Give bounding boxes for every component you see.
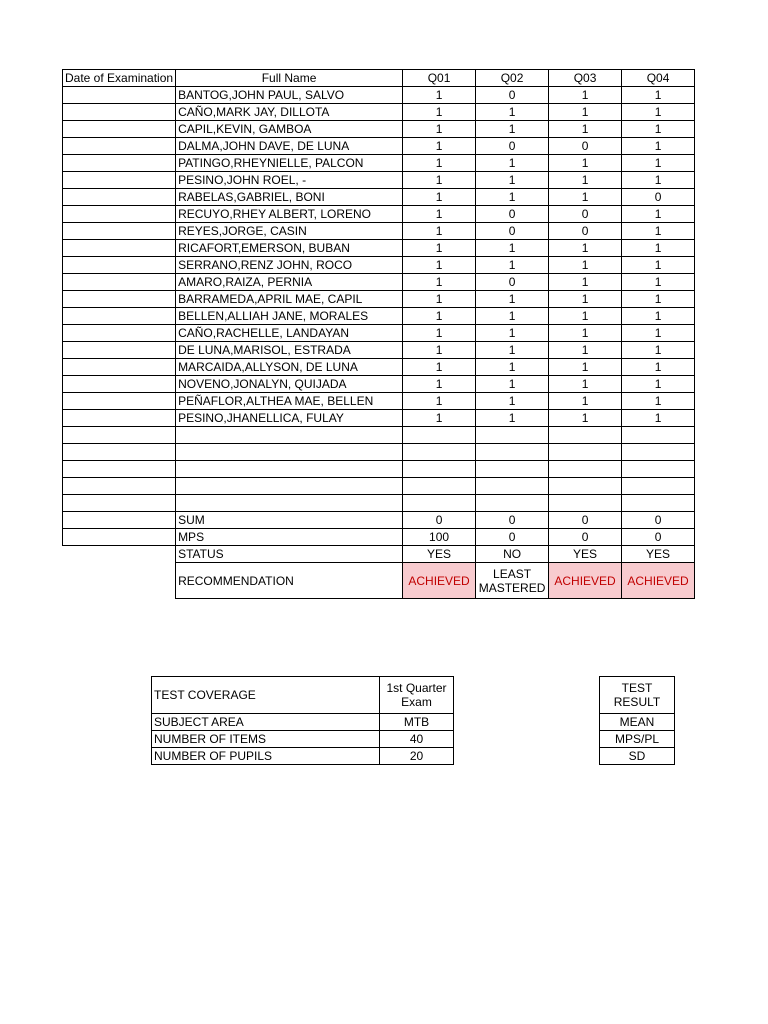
score-cell[interactable] [549, 444, 622, 461]
score-cell[interactable]: 1 [549, 359, 622, 376]
score-cell[interactable] [549, 461, 622, 478]
score-cell[interactable]: 1 [549, 342, 622, 359]
score-cell[interactable]: 1 [622, 121, 695, 138]
student-name[interactable]: SERRANO,RENZ JOHN, ROCO [176, 257, 403, 274]
student-name[interactable]: NOVENO,JONALYN, QUIJADA [176, 376, 403, 393]
mps-value[interactable]: 0 [622, 529, 695, 546]
date-cell[interactable] [63, 461, 176, 478]
table-row [63, 274, 695, 291]
recommendation-value[interactable]: ACHIEVED [549, 563, 622, 599]
score-cell[interactable]: 1 [549, 325, 622, 342]
date-cell[interactable] [63, 189, 176, 206]
table-row [63, 189, 695, 206]
date-cell[interactable] [63, 342, 176, 359]
table-row [63, 240, 695, 257]
blank-cell [63, 512, 176, 529]
status-value[interactable]: YES [549, 546, 622, 563]
score-cell[interactable] [622, 461, 695, 478]
student-name[interactable]: CAPIL,KEVIN, GAMBOA [176, 121, 403, 138]
mps-pl-label[interactable]: MPS/PL [600, 731, 675, 748]
date-cell[interactable] [63, 138, 176, 155]
date-cell[interactable] [63, 206, 176, 223]
date-cell[interactable] [63, 410, 176, 427]
score-cell[interactable]: 1 [403, 172, 476, 189]
table-row [63, 87, 695, 104]
score-cell[interactable]: 1 [549, 410, 622, 427]
status-value[interactable]: YES [403, 546, 476, 563]
table-row [63, 138, 695, 155]
recommendation-value[interactable]: ACHIEVED [403, 563, 476, 599]
table-row [600, 748, 675, 765]
number-of-pupils-label[interactable]: NUMBER OF PUPILS [152, 748, 380, 765]
q02-header[interactable]: Q02 [476, 70, 549, 87]
score-cell[interactable]: 1 [476, 359, 549, 376]
score-cell[interactable]: 0 [549, 138, 622, 155]
student-name[interactable]: BARRAMEDA,APRIL MAE, CAPIL [176, 291, 403, 308]
table-row [600, 731, 675, 748]
sum-value[interactable]: 0 [622, 512, 695, 529]
score-cell[interactable]: 1 [622, 308, 695, 325]
status-value[interactable]: NO [476, 546, 549, 563]
score-cell[interactable]: 1 [549, 308, 622, 325]
date-cell[interactable] [63, 444, 176, 461]
table-row [63, 257, 695, 274]
score-cell[interactable]: 1 [403, 223, 476, 240]
score-cell[interactable] [476, 495, 549, 512]
student-name[interactable] [176, 478, 403, 495]
score-cell[interactable]: 0 [622, 189, 695, 206]
score-cell[interactable] [549, 478, 622, 495]
student-name[interactable]: RECUYO,RHEY ALBERT, LORENO [176, 206, 403, 223]
date-cell[interactable] [63, 240, 176, 257]
score-cell[interactable]: 1 [549, 121, 622, 138]
student-name[interactable]: DE LUNA,MARISOL, ESTRADA [176, 342, 403, 359]
date-of-examination-header[interactable]: Date of Examination [63, 70, 176, 87]
score-cell[interactable] [549, 495, 622, 512]
score-cell[interactable]: 1 [476, 240, 549, 257]
score-cell[interactable] [403, 461, 476, 478]
recommendation-value[interactable]: LEAST MASTERED [476, 563, 549, 599]
score-cell[interactable]: 1 [403, 393, 476, 410]
score-cell[interactable]: 1 [622, 410, 695, 427]
table-row [63, 478, 695, 495]
score-cell[interactable]: 0 [476, 223, 549, 240]
table-row [63, 444, 695, 461]
full-name-header[interactable]: Full Name [176, 70, 403, 87]
mps-value[interactable]: 0 [476, 529, 549, 546]
score-cell[interactable]: 1 [622, 87, 695, 104]
score-cell[interactable]: 1 [476, 393, 549, 410]
score-cell[interactable] [403, 495, 476, 512]
student-name[interactable]: AMARO,RAIZA, PERNIA [176, 274, 403, 291]
score-cell[interactable]: 1 [403, 206, 476, 223]
score-cell[interactable]: 0 [476, 206, 549, 223]
score-cell[interactable]: 1 [476, 376, 549, 393]
student-name[interactable]: PEÑAFLOR,ALTHEA MAE, BELLEN [176, 393, 403, 410]
score-cell[interactable]: 1 [476, 308, 549, 325]
table-row [63, 359, 695, 376]
test-result-header[interactable]: TEST RESULT [600, 677, 675, 714]
blank-cell [63, 563, 176, 599]
table-row [63, 495, 695, 512]
score-cell[interactable]: 1 [403, 240, 476, 257]
score-cell[interactable]: 1 [403, 291, 476, 308]
table-row [63, 393, 695, 410]
sum-value[interactable]: 0 [403, 512, 476, 529]
recommendation-label[interactable]: RECOMMENDATION [176, 563, 403, 599]
date-cell[interactable] [63, 325, 176, 342]
score-cell[interactable]: 1 [476, 410, 549, 427]
table-row [152, 731, 454, 748]
student-name[interactable]: BELLEN,ALLIAH JANE, MORALES [176, 308, 403, 325]
q03-header[interactable]: Q03 [549, 70, 622, 87]
table-row [63, 291, 695, 308]
sum-row [63, 512, 695, 529]
date-cell[interactable] [63, 495, 176, 512]
score-cell[interactable]: 1 [549, 172, 622, 189]
score-cell[interactable]: 1 [476, 104, 549, 121]
score-cell[interactable]: 1 [403, 155, 476, 172]
score-cell[interactable]: 1 [549, 376, 622, 393]
score-cell[interactable]: 1 [549, 274, 622, 291]
header-row [63, 70, 695, 87]
student-name[interactable]: PESINO,JOHN ROEL, - [176, 172, 403, 189]
table-row [63, 325, 695, 342]
table-row [152, 748, 454, 765]
student-name[interactable] [176, 427, 403, 444]
number-of-pupils-value[interactable]: 20 [380, 748, 454, 765]
score-cell[interactable] [476, 444, 549, 461]
score-cell[interactable]: 1 [622, 240, 695, 257]
date-cell[interactable] [63, 257, 176, 274]
student-name[interactable] [176, 461, 403, 478]
table-row [63, 461, 695, 478]
score-cell[interactable] [403, 478, 476, 495]
sd-label[interactable]: SD [600, 748, 675, 765]
score-cell[interactable]: 1 [622, 342, 695, 359]
date-cell[interactable] [63, 104, 176, 121]
score-cell[interactable]: 1 [476, 155, 549, 172]
student-name[interactable]: CAÑO,RACHELLE, LANDAYAN [176, 325, 403, 342]
score-cell[interactable] [549, 427, 622, 444]
score-cell[interactable]: 1 [622, 257, 695, 274]
subject-area-value[interactable]: MTB [380, 714, 454, 731]
score-cell[interactable] [476, 478, 549, 495]
test-coverage-value[interactable]: 1st Quarter Exam [380, 677, 454, 714]
score-cell[interactable]: 1 [622, 376, 695, 393]
subject-area-label[interactable]: SUBJECT AREA [152, 714, 380, 731]
blank-cell [63, 546, 176, 563]
score-cell[interactable] [622, 495, 695, 512]
table-row [63, 104, 695, 121]
recommendation-row [63, 563, 695, 599]
score-cell[interactable]: 1 [403, 359, 476, 376]
score-cell[interactable]: 1 [549, 291, 622, 308]
score-cell[interactable]: 0 [476, 138, 549, 155]
date-cell[interactable] [63, 427, 176, 444]
score-cell[interactable] [403, 427, 476, 444]
student-name[interactable]: DALMA,JOHN DAVE, DE LUNA [176, 138, 403, 155]
score-cell[interactable]: 1 [549, 104, 622, 121]
table-row [63, 172, 695, 189]
score-cell[interactable]: 1 [622, 325, 695, 342]
status-label[interactable]: STATUS [176, 546, 403, 563]
score-cell[interactable]: 1 [403, 376, 476, 393]
score-cell[interactable]: 1 [549, 257, 622, 274]
recommendation-value[interactable]: ACHIEVED [622, 563, 695, 599]
blank-cell [63, 529, 176, 546]
score-cell[interactable]: 1 [476, 342, 549, 359]
score-cell[interactable]: 1 [622, 155, 695, 172]
score-cell[interactable]: 0 [549, 223, 622, 240]
table-row [63, 410, 695, 427]
score-cell[interactable]: 1 [622, 138, 695, 155]
score-cell[interactable]: 0 [549, 206, 622, 223]
sum-value[interactable]: 0 [549, 512, 622, 529]
q04-header[interactable]: Q04 [622, 70, 695, 87]
number-of-items-value[interactable]: 40 [380, 731, 454, 748]
date-cell[interactable] [63, 274, 176, 291]
student-name[interactable] [176, 444, 403, 461]
date-cell[interactable] [63, 172, 176, 189]
score-cell[interactable]: 1 [549, 240, 622, 257]
table-row [63, 223, 695, 240]
date-cell[interactable] [63, 393, 176, 410]
student-name[interactable]: PATINGO,RHEYNIELLE, PALCON [176, 155, 403, 172]
table-row [63, 121, 695, 138]
score-cell[interactable]: 1 [476, 325, 549, 342]
item-analysis-table [62, 69, 695, 599]
student-name[interactable]: CAÑO,MARK JAY, DILLOTA [176, 104, 403, 121]
student-name[interactable]: RABELAS,GABRIEL, BONI [176, 189, 403, 206]
score-cell[interactable]: 1 [549, 155, 622, 172]
student-name[interactable]: REYES,JORGE, CASIN [176, 223, 403, 240]
date-cell[interactable] [63, 155, 176, 172]
mps-label[interactable]: MPS [176, 529, 403, 546]
sum-value[interactable]: 0 [476, 512, 549, 529]
table-row [600, 714, 675, 731]
score-cell[interactable]: 1 [622, 274, 695, 291]
student-name[interactable]: MARCAIDA,ALLYSON, DE LUNA [176, 359, 403, 376]
mps-row [63, 529, 695, 546]
table-row [63, 308, 695, 325]
score-cell[interactable] [622, 444, 695, 461]
score-cell[interactable]: 1 [549, 393, 622, 410]
score-cell[interactable]: 1 [403, 87, 476, 104]
date-cell[interactable] [63, 359, 176, 376]
score-cell[interactable]: 1 [476, 172, 549, 189]
score-cell[interactable]: 1 [403, 257, 476, 274]
test-coverage-label[interactable]: TEST COVERAGE [152, 677, 380, 714]
student-name[interactable]: RICAFORT,EMERSON, BUBAN [176, 240, 403, 257]
table-row [152, 677, 454, 714]
number-of-items-label[interactable]: NUMBER OF ITEMS [152, 731, 380, 748]
score-cell[interactable]: 1 [403, 121, 476, 138]
date-cell[interactable] [63, 87, 176, 104]
score-cell[interactable]: 1 [403, 274, 476, 291]
score-cell[interactable]: 0 [476, 87, 549, 104]
score-cell[interactable] [476, 427, 549, 444]
student-name[interactable]: PESINO,JHANELLICA, FULAY [176, 410, 403, 427]
score-cell[interactable]: 1 [403, 410, 476, 427]
score-cell[interactable]: 1 [549, 87, 622, 104]
date-cell[interactable] [63, 308, 176, 325]
score-cell[interactable]: 1 [403, 308, 476, 325]
table-row [63, 206, 695, 223]
sum-label[interactable]: SUM [176, 512, 403, 529]
table-row [63, 342, 695, 359]
score-cell[interactable]: 1 [403, 138, 476, 155]
date-cell[interactable] [63, 223, 176, 240]
score-cell[interactable]: 1 [403, 104, 476, 121]
table-row [63, 155, 695, 172]
table-row [63, 427, 695, 444]
score-cell[interactable]: 1 [476, 257, 549, 274]
score-cell[interactable]: 1 [549, 189, 622, 206]
mean-label[interactable]: MEAN [600, 714, 675, 731]
date-cell[interactable] [63, 121, 176, 138]
student-name[interactable] [176, 495, 403, 512]
score-cell[interactable]: 1 [403, 342, 476, 359]
mps-value[interactable]: 100 [403, 529, 476, 546]
student-name[interactable]: BANTOG,JOHN PAUL, SALVO [176, 87, 403, 104]
test-result-table [599, 676, 675, 765]
score-cell[interactable] [476, 461, 549, 478]
score-cell[interactable]: 0 [476, 274, 549, 291]
date-cell[interactable] [63, 478, 176, 495]
mps-value[interactable]: 0 [549, 529, 622, 546]
score-cell[interactable] [622, 427, 695, 444]
status-value[interactable]: YES [622, 546, 695, 563]
score-cell[interactable] [403, 444, 476, 461]
table-row [152, 714, 454, 731]
score-cell[interactable]: 1 [403, 189, 476, 206]
date-cell[interactable] [63, 376, 176, 393]
score-cell[interactable]: 1 [476, 291, 549, 308]
score-cell[interactable] [622, 478, 695, 495]
date-cell[interactable] [63, 291, 176, 308]
table-row [63, 376, 695, 393]
score-cell[interactable]: 1 [622, 393, 695, 410]
status-row [63, 546, 695, 563]
table-row [600, 677, 675, 714]
test-coverage-table [151, 676, 454, 765]
score-cell[interactable]: 1 [622, 206, 695, 223]
score-cell[interactable]: 1 [622, 359, 695, 376]
score-cell[interactable]: 1 [622, 291, 695, 308]
score-cell[interactable]: 1 [403, 325, 476, 342]
q01-header[interactable]: Q01 [403, 70, 476, 87]
score-cell[interactable]: 1 [622, 104, 695, 121]
score-cell[interactable]: 1 [476, 189, 549, 206]
score-cell[interactable]: 1 [622, 223, 695, 240]
score-cell[interactable]: 1 [476, 121, 549, 138]
score-cell[interactable]: 1 [622, 172, 695, 189]
